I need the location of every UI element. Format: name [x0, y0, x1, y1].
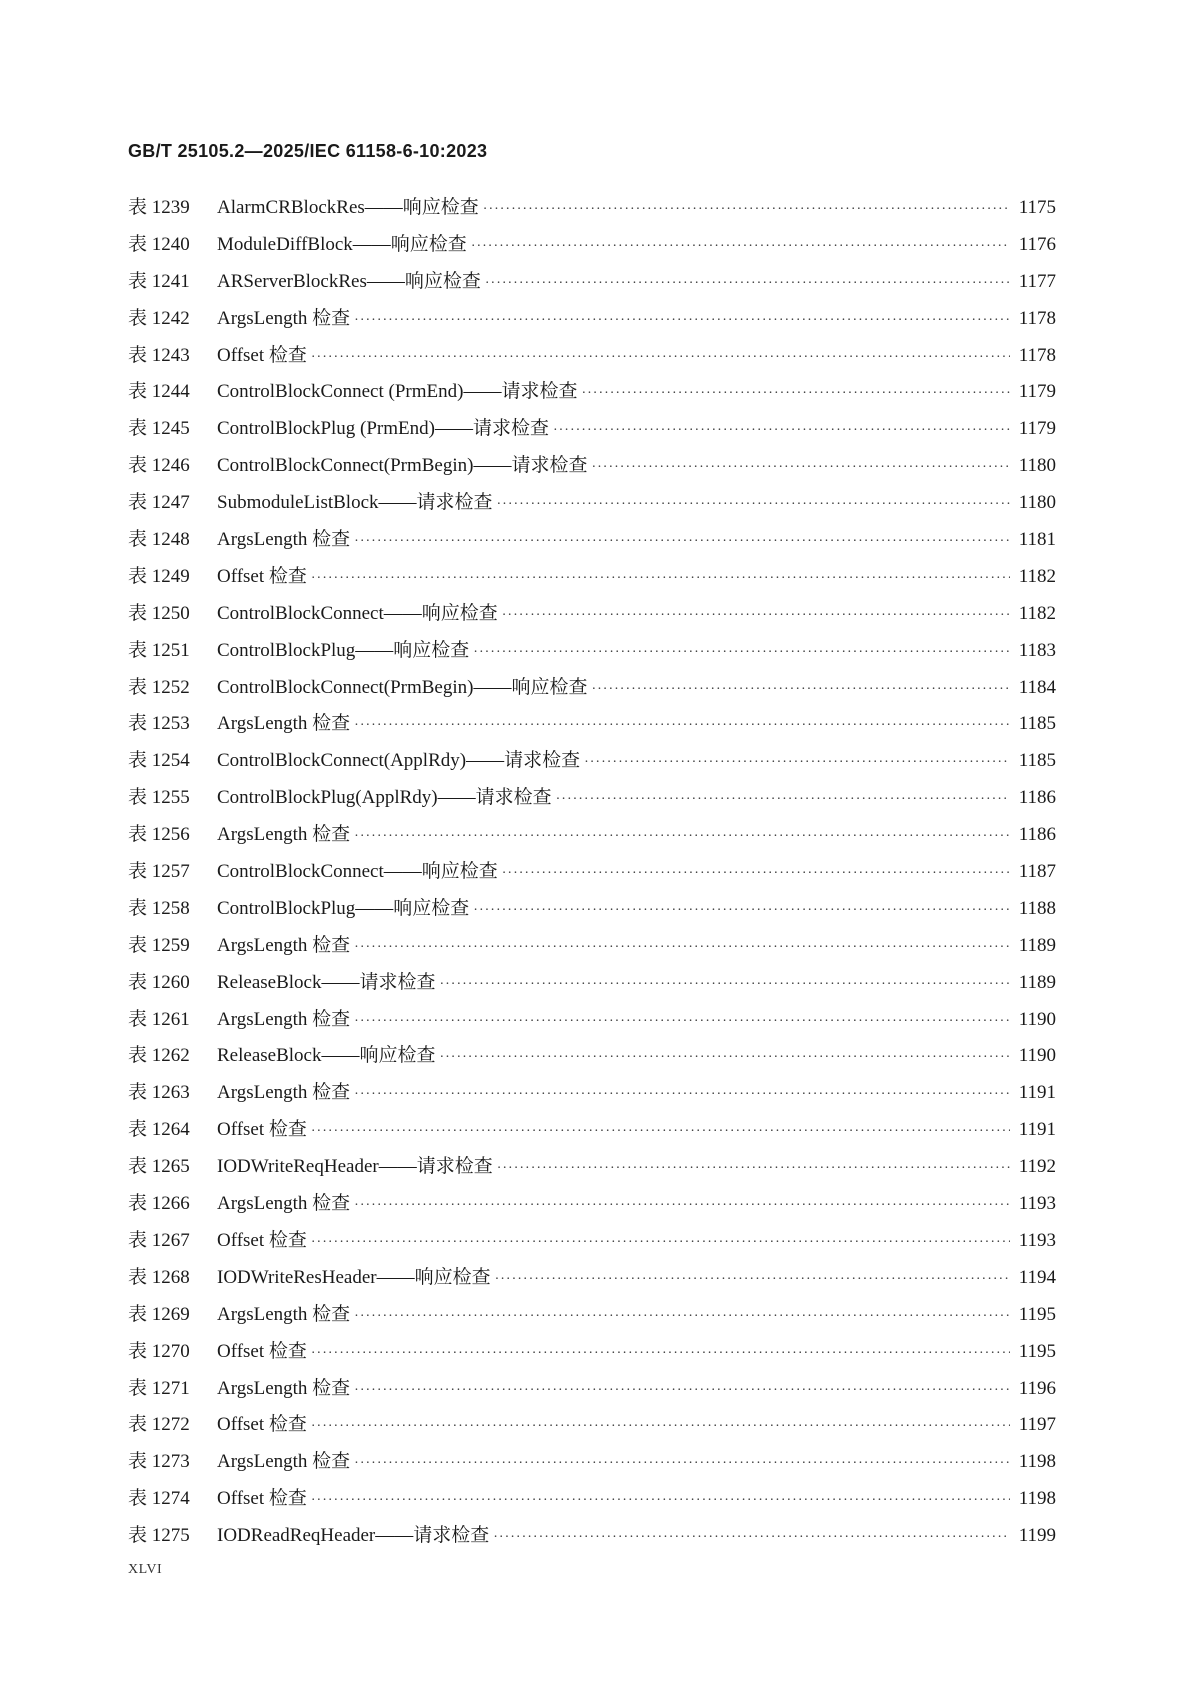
toc-entry-page: 1184 [1018, 676, 1056, 698]
toc-entry[interactable] [128, 1004, 1056, 1041]
toc-entry[interactable] [128, 487, 1056, 524]
toc-entry-title: ArgsLength 检查 [217, 713, 351, 735]
toc-entry-page: 1185 [1018, 713, 1056, 735]
toc-entry-title: ControlBlockPlug——响应检查 [217, 897, 470, 919]
toc-entry-page: 1190 [1018, 1045, 1056, 1067]
toc-entry-title: Offset 检查 [217, 1340, 307, 1362]
toc-entry[interactable] [128, 266, 1056, 303]
toc-entry[interactable] [128, 745, 1056, 782]
toc-entry-title: ArgsLength 检查 [217, 824, 351, 846]
toc-entry-page: 1191 [1018, 1082, 1056, 1104]
toc-entry-number: 表 1240 [128, 233, 190, 255]
toc-entry-title: ControlBlockPlug——响应检查 [217, 639, 470, 661]
toc-entry-page: 1193 [1018, 1193, 1056, 1215]
toc-entry[interactable] [128, 1373, 1056, 1410]
toc-entry-title: IODReadReqHeader——请求检查 [217, 1525, 490, 1547]
toc-leader-dots [311, 1124, 1010, 1140]
toc-entry-number: 表 1256 [128, 824, 190, 846]
toc-entry-number: 表 1249 [128, 565, 190, 587]
toc-leader-dots [311, 1235, 1010, 1251]
toc-entry-number: 表 1255 [128, 787, 190, 809]
toc-entry-page: 1180 [1018, 492, 1056, 514]
toc-entry-title: IODWriteResHeader——响应检查 [217, 1266, 491, 1288]
toc-entry-title: ControlBlockConnect——响应检查 [217, 602, 498, 624]
toc-leader-dots [473, 903, 1010, 919]
toc-entry-title: ReleaseBlock——请求检查 [217, 971, 436, 993]
toc-entry[interactable] [128, 856, 1056, 893]
toc-entry-page: 1198 [1018, 1488, 1056, 1510]
toc-entry-number: 表 1243 [128, 344, 190, 366]
toc-entry-number: 表 1247 [128, 492, 190, 514]
toc-entry-title: ControlBlockConnect (PrmEnd)——请求检查 [217, 381, 578, 403]
toc-entry[interactable] [128, 561, 1056, 598]
table-of-contents [128, 192, 1056, 1557]
toc-entry[interactable] [128, 1114, 1056, 1151]
toc-entry[interactable] [128, 598, 1056, 635]
toc-entry[interactable] [128, 229, 1056, 266]
toc-entry-title: ModuleDiffBlock——响应检查 [217, 233, 467, 255]
toc-leader-dots [354, 1198, 1010, 1214]
toc-leader-dots [354, 940, 1010, 956]
toc-entry-number: 表 1257 [128, 861, 190, 883]
toc-entry-number: 表 1272 [128, 1414, 190, 1436]
toc-entry-page: 1194 [1018, 1266, 1056, 1288]
toc-leader-dots [354, 829, 1010, 845]
toc-entry-number: 表 1250 [128, 602, 190, 624]
toc-entry-title: Offset 检查 [217, 1119, 307, 1141]
toc-entry[interactable] [128, 708, 1056, 745]
page-number: XLVI [128, 1562, 163, 1577]
toc-leader-dots [495, 1272, 1010, 1288]
toc-entry[interactable] [128, 1483, 1056, 1520]
toc-entry-number: 表 1248 [128, 529, 190, 551]
toc-entry-number: 表 1275 [128, 1525, 190, 1547]
toc-entry-title: ControlBlockConnect(PrmBegin)——请求检查 [217, 455, 588, 477]
toc-entry-title: Offset 检查 [217, 1414, 307, 1436]
toc-entry-number: 表 1274 [128, 1488, 190, 1510]
toc-entry-number: 表 1267 [128, 1229, 190, 1251]
toc-entry[interactable] [128, 1188, 1056, 1225]
toc-entry-number: 表 1268 [128, 1266, 190, 1288]
toc-entry-number: 表 1262 [128, 1045, 190, 1067]
toc-entry-number: 表 1258 [128, 897, 190, 919]
toc-entry-title: IODWriteReqHeader——请求检查 [217, 1156, 493, 1178]
toc-leader-dots [311, 1493, 1010, 1509]
toc-entry[interactable] [128, 1446, 1056, 1483]
toc-entry-title: ArgsLength 检查 [217, 1377, 351, 1399]
toc-entry-page: 1191 [1018, 1119, 1056, 1141]
toc-leader-dots [553, 423, 1010, 439]
toc-entry[interactable] [128, 672, 1056, 709]
toc-leader-dots [311, 571, 1010, 587]
toc-entry-page: 1186 [1018, 787, 1056, 809]
toc-entry-title: ArgsLength 检查 [217, 934, 351, 956]
toc-leader-dots [439, 977, 1010, 993]
toc-leader-dots [354, 1014, 1010, 1030]
toc-entry-page: 1193 [1018, 1229, 1056, 1251]
toc-entry-title: ArgsLength 检查 [217, 529, 351, 551]
toc-entry-page: 1180 [1018, 455, 1056, 477]
toc-entry-page: 1186 [1018, 824, 1056, 846]
toc-leader-dots [354, 1309, 1010, 1325]
toc-entry-title: Offset 检查 [217, 1229, 307, 1251]
toc-entry-number: 表 1239 [128, 197, 190, 218]
toc-entry-title: ARServerBlockRes——响应检查 [217, 270, 481, 292]
toc-entry-number: 表 1245 [128, 418, 190, 440]
toc-entry-page: 1192 [1018, 1156, 1056, 1178]
toc-entry-title: ControlBlockConnect——响应检查 [217, 861, 498, 883]
toc-entry[interactable] [128, 1409, 1056, 1446]
toc-leader-dots [354, 1087, 1010, 1103]
toc-entry-title: ArgsLength 检查 [217, 307, 351, 329]
toc-entry-title: Offset 检查 [217, 1488, 307, 1510]
toc-entry-page: 1178 [1018, 344, 1056, 366]
toc-entry[interactable] [128, 819, 1056, 856]
toc-entry-page: 1181 [1018, 529, 1056, 551]
toc-leader-dots [439, 1050, 1010, 1066]
toc-entry-number: 表 1242 [128, 307, 190, 329]
toc-entry-number: 表 1266 [128, 1193, 190, 1215]
toc-entry-number: 表 1252 [128, 676, 190, 698]
toc-entry-page: 1198 [1018, 1451, 1056, 1473]
toc-entry[interactable] [128, 413, 1056, 450]
toc-leader-dots [556, 792, 1010, 808]
toc-entry[interactable] [128, 303, 1056, 340]
toc-leader-dots [493, 1530, 1010, 1546]
toc-leader-dots [311, 350, 1010, 366]
toc-entry[interactable] [128, 967, 1056, 1004]
toc-entry[interactable] [128, 1077, 1056, 1114]
toc-entry-number: 表 1241 [128, 270, 190, 292]
toc-leader-dots [354, 718, 1010, 734]
toc-entry-page: 1199 [1018, 1525, 1056, 1547]
toc-entry-number: 表 1246 [128, 455, 190, 477]
toc-entry-number: 表 1261 [128, 1008, 190, 1030]
toc-entry-title: ArgsLength 检查 [217, 1008, 351, 1030]
document-header: GB/T 25105.2—2025/IEC 61158-6-10:2023 [128, 141, 488, 161]
toc-leader-dots [354, 313, 1010, 329]
toc-entry[interactable] [128, 1151, 1056, 1188]
toc-entry-title: ControlBlockConnect(PrmBegin)——响应检查 [217, 676, 588, 698]
toc-entry-page: 1183 [1018, 639, 1056, 661]
toc-entry-title: ArgsLength 检查 [217, 1303, 351, 1325]
toc-leader-dots [591, 460, 1010, 476]
toc-entry-title: ArgsLength 检查 [217, 1082, 351, 1104]
toc-entry[interactable] [128, 930, 1056, 967]
toc-entry-page: 1179 [1018, 418, 1056, 440]
toc-leader-dots [354, 1456, 1010, 1472]
toc-entry-page: 1196 [1018, 1377, 1056, 1399]
toc-entry-number: 表 1269 [128, 1303, 190, 1325]
toc-entry[interactable] [128, 340, 1056, 377]
toc-leader-dots [502, 608, 1010, 624]
toc-leader-dots [483, 202, 1010, 218]
toc-entry-page: 1178 [1018, 307, 1056, 329]
toc-entry-title: ReleaseBlock——响应检查 [217, 1045, 436, 1067]
toc-entry-page: 1177 [1018, 270, 1056, 292]
toc-entry-page: 1190 [1018, 1008, 1056, 1030]
toc-entry[interactable] [128, 1262, 1056, 1299]
toc-entry-number: 表 1260 [128, 971, 190, 993]
toc-entry-title: SubmoduleListBlock——请求检查 [217, 492, 493, 514]
toc-entry-number: 表 1273 [128, 1451, 190, 1473]
toc-entry[interactable] [128, 524, 1056, 561]
toc-entry-page: 1195 [1018, 1340, 1056, 1362]
toc-entry[interactable] [128, 1225, 1056, 1262]
toc-entry[interactable] [128, 1040, 1056, 1077]
toc-entry-title: AlarmCRBlockRes——响应检查 [217, 197, 479, 218]
toc-leader-dots [502, 866, 1010, 882]
toc-entry-page: 1176 [1018, 233, 1056, 255]
toc-entry-page: 1175 [1018, 197, 1056, 218]
toc-entry-page: 1197 [1018, 1414, 1056, 1436]
toc-entry-page: 1188 [1018, 897, 1056, 919]
toc-entry-title: ControlBlockConnect(ApplRdy)——请求检查 [217, 750, 581, 772]
toc-entry-page: 1182 [1018, 602, 1056, 624]
toc-leader-dots [584, 755, 1010, 771]
toc-leader-dots [354, 534, 1010, 550]
toc-entry-page: 1179 [1018, 381, 1056, 403]
toc-leader-dots [497, 497, 1010, 513]
toc-leader-dots [354, 1383, 1010, 1399]
toc-entry-title: Offset 检查 [217, 565, 307, 587]
toc-leader-dots [311, 1346, 1010, 1362]
toc-entry[interactable] [128, 1520, 1056, 1557]
toc-entry-page: 1187 [1018, 861, 1056, 883]
toc-entry-number: 表 1271 [128, 1377, 190, 1399]
toc-leader-dots [473, 645, 1010, 661]
toc-entry[interactable] [128, 450, 1056, 487]
toc-entry[interactable] [128, 635, 1056, 672]
toc-entry-page: 1195 [1018, 1303, 1056, 1325]
toc-entry-number: 表 1263 [128, 1082, 190, 1104]
toc-leader-dots [471, 239, 1010, 255]
toc-entry-number: 表 1264 [128, 1119, 190, 1141]
toc-leader-dots [591, 682, 1010, 698]
toc-entry[interactable] [128, 782, 1056, 819]
toc-entry-number: 表 1270 [128, 1340, 190, 1362]
toc-entry-title: ControlBlockPlug(ApplRdy)——请求检查 [217, 787, 552, 809]
toc-entry-title: ArgsLength 检查 [217, 1193, 351, 1215]
toc-entry[interactable] [128, 192, 1056, 229]
toc-entry[interactable] [128, 893, 1056, 930]
toc-entry[interactable] [128, 1336, 1056, 1373]
toc-leader-dots [581, 386, 1010, 402]
toc-leader-dots [311, 1419, 1010, 1435]
toc-entry-number: 表 1265 [128, 1156, 190, 1178]
toc-entry-number: 表 1244 [128, 381, 190, 403]
toc-leader-dots [497, 1161, 1010, 1177]
toc-entry-title: ControlBlockPlug (PrmEnd)——请求检查 [217, 418, 549, 440]
toc-entry-number: 表 1253 [128, 713, 190, 735]
toc-leader-dots [485, 276, 1010, 292]
toc-entry-number: 表 1251 [128, 639, 190, 661]
toc-entry[interactable] [128, 1299, 1056, 1336]
toc-entry-number: 表 1254 [128, 750, 190, 772]
toc-entry-title: ArgsLength 检查 [217, 1451, 351, 1473]
toc-entry-title: Offset 检查 [217, 344, 307, 366]
toc-entry-number: 表 1259 [128, 934, 190, 956]
toc-entry-page: 1182 [1018, 565, 1056, 587]
toc-entry-page: 1189 [1018, 971, 1056, 993]
toc-entry-page: 1189 [1018, 934, 1056, 956]
toc-entry[interactable] [128, 376, 1056, 413]
toc-entry-page: 1185 [1018, 750, 1056, 772]
